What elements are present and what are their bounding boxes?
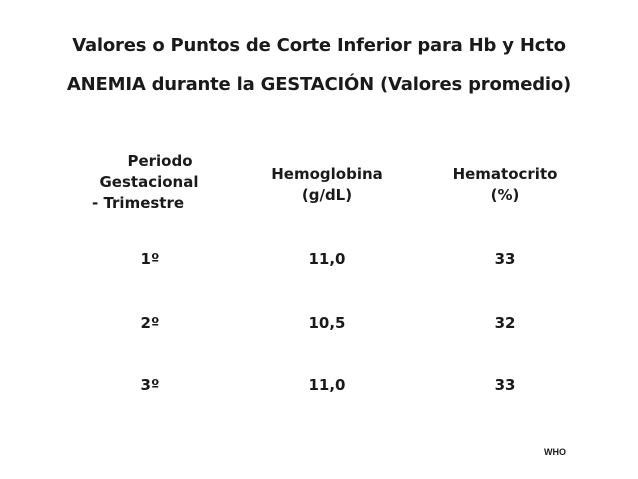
- cell-hemoglobina: 11,0: [308, 250, 346, 268]
- cell-trimestre: 1º: [140, 250, 160, 268]
- header-hematocrito-line-1: Hematocrito: [452, 165, 558, 183]
- header-periodo-line-3: - Trimestre: [92, 194, 185, 212]
- header-periodo-line-2: Gestacional: [99, 173, 199, 191]
- header-hemoglobina-line-1: Hemoglobina: [271, 165, 383, 183]
- slide-title-line-1: Valores o Puntos de Corte Inferior para Hb y Hcto: [72, 35, 566, 56]
- header-hemoglobina: [256, 164, 398, 206]
- source-label: WHO: [544, 447, 566, 457]
- cell-trimestre: 3º: [140, 376, 160, 394]
- cell-hemoglobina: 10,5: [308, 314, 346, 332]
- cell-hematocrito: 32: [494, 314, 516, 332]
- header-periodo-gestacional: [88, 151, 208, 214]
- cell-hematocrito: 33: [494, 250, 516, 268]
- header-hemoglobina-line-2: (g/dL): [301, 186, 353, 204]
- cell-hemoglobina: 11,0: [308, 376, 346, 394]
- header-periodo-line-1: Periodo: [127, 152, 193, 170]
- cell-hematocrito: 33: [494, 376, 516, 394]
- header-hematocrito: [440, 164, 570, 206]
- cell-trimestre: 2º: [140, 314, 160, 332]
- slide-title-line-2: ANEMIA durante la GESTACIÓN (Valores promedio): [66, 74, 572, 95]
- header-hematocrito-line-2: (%): [490, 186, 520, 204]
